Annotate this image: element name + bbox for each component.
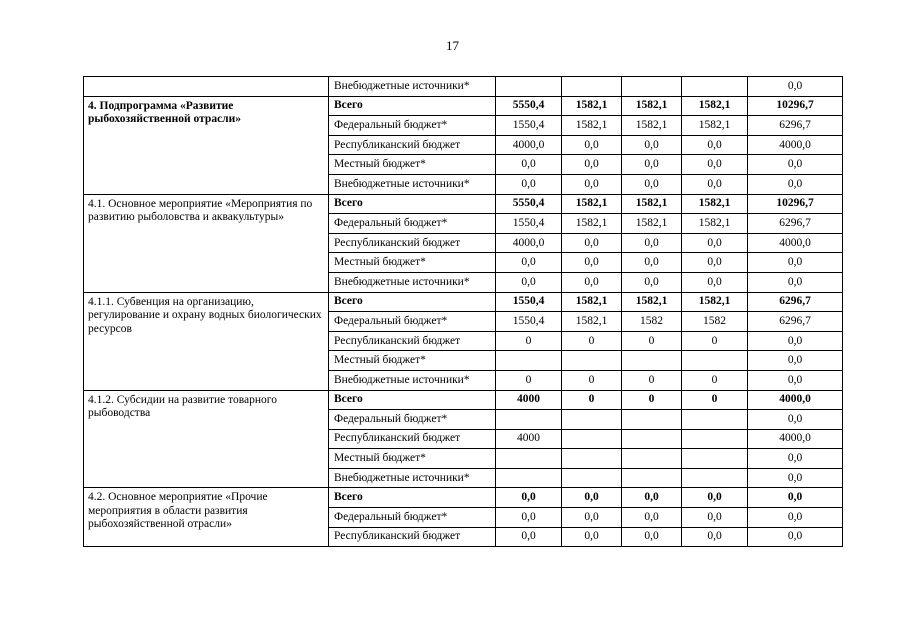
page-number: 17: [446, 38, 459, 53]
funding-source-cell: Республиканский бюджет: [329, 429, 496, 449]
total-value-cell: 6296,7: [748, 312, 843, 332]
year-value-cell: [682, 468, 748, 488]
program-name-cell: 4.2. Основное мероприятие «Прочие мероприятия в области развития рыбохозяйственной отрасли»: [84, 488, 329, 547]
total-value-cell: 0,0: [748, 468, 843, 488]
year-value-cell: [622, 77, 682, 97]
year-value-cell: 0: [496, 331, 562, 351]
funding-source-cell: Местный бюджет*: [329, 351, 496, 371]
year-value-cell: 1582,1: [562, 194, 622, 214]
year-value-cell: 0,0: [622, 488, 682, 508]
funding-source-cell: Всего: [329, 194, 496, 214]
total-value-cell: 10296,7: [748, 96, 843, 116]
year-value-cell: 0,0: [682, 527, 748, 547]
funding-source-cell: Внебюджетные источники*: [329, 272, 496, 292]
year-value-cell: [682, 410, 748, 430]
year-value-cell: [622, 410, 682, 430]
total-value-cell: 0,0: [748, 331, 843, 351]
year-value-cell: 0: [562, 370, 622, 390]
total-value-cell: 0,0: [748, 449, 843, 469]
year-value-cell: 1550,4: [496, 214, 562, 234]
total-value-cell: 0,0: [748, 155, 843, 175]
year-value-cell: 0,0: [622, 527, 682, 547]
year-value-cell: 1582,1: [622, 116, 682, 136]
year-value-cell: 0,0: [682, 174, 748, 194]
year-value-cell: 0,0: [496, 253, 562, 273]
total-value-cell: 0,0: [748, 508, 843, 528]
year-value-cell: 0,0: [682, 488, 748, 508]
year-value-cell: 1582,1: [622, 292, 682, 312]
total-value-cell: 0,0: [748, 351, 843, 371]
year-value-cell: 4000: [496, 390, 562, 410]
year-value-cell: 0,0: [682, 135, 748, 155]
year-value-cell: 0,0: [562, 527, 622, 547]
year-value-cell: 1582,1: [562, 96, 622, 116]
year-value-cell: 1582,1: [562, 312, 622, 332]
year-value-cell: [622, 468, 682, 488]
year-value-cell: 1582,1: [562, 292, 622, 312]
year-value-cell: [622, 429, 682, 449]
year-value-cell: [562, 410, 622, 430]
table-row: [84, 292, 843, 312]
funding-source-cell: Республиканский бюджет: [329, 331, 496, 351]
total-value-cell: 4000,0: [748, 390, 843, 410]
total-value-cell: 0,0: [748, 253, 843, 273]
year-value-cell: 0,0: [496, 527, 562, 547]
year-value-cell: 0: [682, 331, 748, 351]
total-value-cell: 0,0: [748, 174, 843, 194]
year-value-cell: 0: [622, 331, 682, 351]
year-value-cell: 0: [562, 390, 622, 410]
year-value-cell: 1582: [682, 312, 748, 332]
funding-source-cell: Внебюджетные источники*: [329, 174, 496, 194]
year-value-cell: [562, 77, 622, 97]
year-value-cell: [496, 77, 562, 97]
funding-source-cell: Внебюджетные источники*: [329, 468, 496, 488]
year-value-cell: 5550,4: [496, 194, 562, 214]
year-value-cell: 0: [682, 370, 748, 390]
year-value-cell: 1550,4: [496, 312, 562, 332]
year-value-cell: 1550,4: [496, 292, 562, 312]
funding-source-cell: Всего: [329, 390, 496, 410]
total-value-cell: 0,0: [748, 488, 843, 508]
year-value-cell: 4000: [496, 429, 562, 449]
year-value-cell: 0: [622, 370, 682, 390]
year-value-cell: 0,0: [562, 508, 622, 528]
year-value-cell: 0,0: [682, 155, 748, 175]
year-value-cell: 4000,0: [496, 233, 562, 253]
total-value-cell: 0,0: [748, 410, 843, 430]
year-value-cell: 0,0: [496, 174, 562, 194]
year-value-cell: 0,0: [622, 135, 682, 155]
table-row: [84, 194, 843, 214]
year-value-cell: 0: [622, 390, 682, 410]
year-value-cell: [682, 449, 748, 469]
total-value-cell: 0,0: [748, 370, 843, 390]
year-value-cell: 0,0: [562, 155, 622, 175]
table-row: [84, 77, 843, 97]
year-value-cell: 1582,1: [682, 194, 748, 214]
funding-source-cell: Федеральный бюджет*: [329, 508, 496, 528]
year-value-cell: [562, 429, 622, 449]
total-value-cell: 4000,0: [748, 135, 843, 155]
year-value-cell: 0,0: [562, 233, 622, 253]
year-value-cell: 0,0: [682, 253, 748, 273]
year-value-cell: [562, 351, 622, 371]
year-value-cell: 0,0: [622, 155, 682, 175]
year-value-cell: 1582,1: [622, 96, 682, 116]
year-value-cell: 0,0: [496, 272, 562, 292]
year-value-cell: 0,0: [682, 272, 748, 292]
program-name-cell: 4.1.2. Субсидии на развитие товарного рыбоводства: [84, 390, 329, 488]
year-value-cell: [682, 351, 748, 371]
funding-source-cell: Федеральный бюджет*: [329, 410, 496, 430]
year-value-cell: 1582,1: [562, 116, 622, 136]
program-name-cell: 4.1.1. Субвенция на организацию, регулирование и охрану водных биологических ресурсов: [84, 292, 329, 390]
year-value-cell: [682, 429, 748, 449]
funding-source-cell: Всего: [329, 96, 496, 116]
year-value-cell: 0,0: [562, 174, 622, 194]
year-value-cell: 0,0: [496, 488, 562, 508]
total-value-cell: 0,0: [748, 527, 843, 547]
program-name-cell: 4.1. Основное мероприятие «Мероприятия по развитию рыболовства и аквакультуры»: [84, 194, 329, 292]
year-value-cell: [496, 468, 562, 488]
funding-source-cell: Местный бюджет*: [329, 253, 496, 273]
year-value-cell: 0,0: [622, 233, 682, 253]
year-value-cell: [682, 77, 748, 97]
year-value-cell: [496, 449, 562, 469]
funding-source-cell: Республиканский бюджет: [329, 233, 496, 253]
funding-source-cell: Республиканский бюджет: [329, 527, 496, 547]
year-value-cell: [622, 449, 682, 469]
total-value-cell: 4000,0: [748, 233, 843, 253]
year-value-cell: 1582,1: [682, 214, 748, 234]
funding-source-cell: Федеральный бюджет*: [329, 214, 496, 234]
program-name-cell: [84, 77, 329, 97]
year-value-cell: [622, 351, 682, 371]
year-value-cell: 0: [682, 390, 748, 410]
table-row: [84, 96, 843, 116]
funding-source-cell: Всего: [329, 292, 496, 312]
year-value-cell: 0: [562, 331, 622, 351]
year-value-cell: 0,0: [682, 508, 748, 528]
year-value-cell: [496, 351, 562, 371]
total-value-cell: 10296,7: [748, 194, 843, 214]
total-value-cell: 0,0: [748, 77, 843, 97]
year-value-cell: 1550,4: [496, 116, 562, 136]
funding-source-cell: Республиканский бюджет: [329, 135, 496, 155]
year-value-cell: 1582,1: [682, 292, 748, 312]
funding-source-cell: Местный бюджет*: [329, 155, 496, 175]
year-value-cell: 0,0: [562, 135, 622, 155]
funding-source-cell: Всего: [329, 488, 496, 508]
total-value-cell: 6296,7: [748, 116, 843, 136]
year-value-cell: [562, 449, 622, 469]
funding-source-cell: Федеральный бюджет*: [329, 116, 496, 136]
year-value-cell: 0,0: [622, 174, 682, 194]
year-value-cell: 0,0: [622, 508, 682, 528]
year-value-cell: 0,0: [562, 272, 622, 292]
year-value-cell: 5550,4: [496, 96, 562, 116]
budget-table: [83, 76, 843, 547]
funding-source-cell: Местный бюджет*: [329, 449, 496, 469]
table-body: [84, 77, 843, 547]
table-row: [84, 488, 843, 508]
year-value-cell: 1582,1: [562, 214, 622, 234]
year-value-cell: [562, 468, 622, 488]
year-value-cell: 0: [496, 370, 562, 390]
year-value-cell: 0,0: [496, 155, 562, 175]
total-value-cell: 6296,7: [748, 214, 843, 234]
year-value-cell: 0,0: [622, 253, 682, 273]
total-value-cell: 4000,0: [748, 429, 843, 449]
year-value-cell: [496, 410, 562, 430]
year-value-cell: 0,0: [682, 233, 748, 253]
year-value-cell: 0,0: [622, 272, 682, 292]
year-value-cell: 0,0: [562, 488, 622, 508]
total-value-cell: 6296,7: [748, 292, 843, 312]
year-value-cell: 1582,1: [622, 214, 682, 234]
program-name-cell: 4. Подпрограмма «Развитие рыбохозяйственной отрасли»: [84, 96, 329, 194]
total-value-cell: 0,0: [748, 272, 843, 292]
year-value-cell: 1582: [622, 312, 682, 332]
year-value-cell: 0,0: [496, 508, 562, 528]
year-value-cell: 0,0: [562, 253, 622, 273]
year-value-cell: 4000,0: [496, 135, 562, 155]
table-row: [84, 390, 843, 410]
year-value-cell: 1582,1: [682, 96, 748, 116]
funding-source-cell: Внебюджетные источники*: [329, 370, 496, 390]
funding-source-cell: Внебюджетные источники*: [329, 77, 496, 97]
year-value-cell: 1582,1: [682, 116, 748, 136]
funding-source-cell: Федеральный бюджет*: [329, 312, 496, 332]
year-value-cell: 1582,1: [622, 194, 682, 214]
